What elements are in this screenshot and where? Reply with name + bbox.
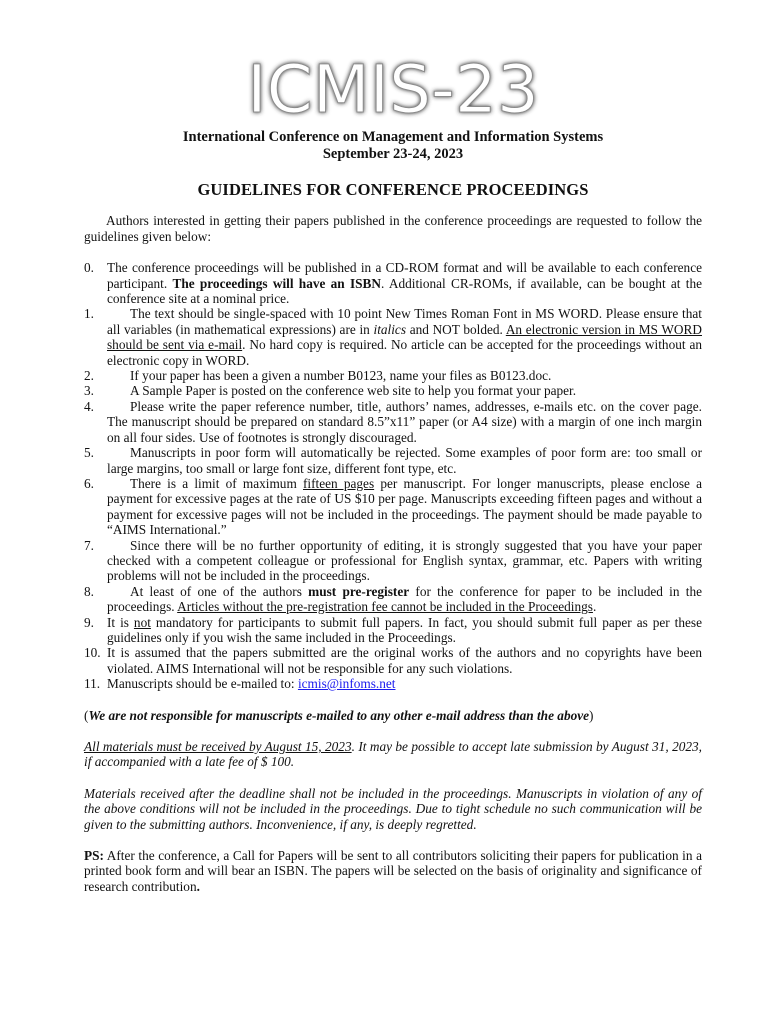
conference-logo — [243, 52, 543, 130]
item-number: 3. — [84, 383, 94, 399]
item-text: mandatory for participants to submit full papers. In fact, you should submit full paper as per these guidelines only if you wish the same included in the Proceedings. — [107, 614, 702, 645]
list-item — [84, 368, 702, 383]
item-text: A Sample Paper is posted on the conference web site to help you format your paper. — [130, 383, 577, 399]
item-text: Please write the paper reference number, title, authors’ names, addresses, e-mails etc. on the cover page. The manuscript should be prepared on standard 8.5”x11” paper (or A4 size) with a margin of one inch margin on all four sides. Use of footnotes is strongly discouraged. — [107, 398, 702, 445]
list-item — [84, 445, 702, 476]
list-item — [84, 399, 702, 445]
disclaimer — [84, 708, 702, 723]
list-item — [84, 260, 702, 306]
list-item — [84, 383, 702, 398]
item-text-underlined: Articles without the pre-registration fee cannot be included in the Proceedings — [177, 599, 593, 615]
email-link[interactable]: icmis@infoms.net — [297, 676, 396, 692]
ps-text: After the conference, a Call for Papers will be sent to all contributors soliciting their papers for publication in a printed book form and will bear an ISBN. The papers will be selected on the basis of originality and significance of research contribution — [84, 848, 702, 894]
item-number: 1. — [84, 306, 94, 322]
document-page — [84, 52, 702, 910]
item-number: 5. — [84, 445, 94, 461]
list-item — [84, 676, 702, 691]
item-text: . — [592, 599, 597, 615]
list-item — [84, 476, 702, 538]
item-text-underlined: An electronic version in MS WORD should be sent via e-mail — [107, 321, 702, 353]
list-item — [84, 584, 702, 615]
item-text: Since there will be no further opportunity of editing, it is strongly suggested that you have your paper checked with a competent colleague or professional for English syntax, grammar, etc. Papers with writing problems will not be included in the proceedings. — [107, 537, 702, 584]
item-number: 8. — [84, 583, 94, 599]
deadline-rest: . It may be possible to accept late submission by August 31, 2023, if accompanied with a late fee of $ 100. — [84, 739, 702, 770]
item-number: 0. — [84, 260, 94, 276]
item-text-underlined: fifteen pages — [302, 475, 375, 491]
item-text: . Additional CR-ROMs, if available, can be bought at the conference site at a nominal price. — [107, 275, 702, 307]
item-text: The conference proceedings will be published in a CD-ROM format and will be available to each conference participant. — [107, 260, 702, 291]
ps-label: PS: — [84, 848, 104, 864]
late-submission-notice: Materials received after the deadline shall not be included in the proceedings. Manuscripts in violation of any of the above conditions will not be included in the proceedings. Due to tight schedule no such communication will be given to the submitting authors. Inconvenience, if any, is deeply regretted. — [84, 785, 702, 832]
item-text: . No hard copy is required. No article can be accepted for the proceedings without an electronic copy in WORD. — [107, 337, 702, 368]
item-text: and NOT bolded. — [406, 321, 506, 337]
page-title: GUIDELINES FOR CONFERENCE PROCEEDINGS — [197, 180, 589, 199]
item-number: 9. — [84, 614, 94, 630]
deadline-date: All materials must be received by August 15, 2023 — [84, 739, 352, 754]
guidelines-list — [84, 260, 702, 691]
list-item — [84, 538, 702, 584]
item-number: 11. — [84, 676, 101, 692]
item-text-bold: The proceedings will have an ISBN — [172, 275, 382, 291]
item-text: At least of one of the authors — [130, 583, 309, 599]
item-number: 4. — [84, 398, 94, 414]
item-number: 2. — [84, 368, 94, 384]
postscript — [84, 848, 702, 894]
ps-end: . — [196, 878, 200, 894]
item-number: 10. — [84, 645, 101, 661]
disclaimer-text: We are not responsible for manuscripts e-mailed to any other e-mail address than the above — [88, 707, 590, 723]
item-text: The text should be single-spaced with 10 point New Times Roman Font in MS WORD. Please ensure that all variables (in mathematical expressions) are in — [107, 306, 702, 337]
item-text: for the conference for paper to be included in the proceedings. — [107, 583, 702, 615]
disclaimer-open: ( — [84, 707, 89, 723]
item-text: Manuscripts should be e-mailed to: — [107, 676, 298, 692]
item-number: 6. — [84, 475, 94, 491]
deadline-notice — [84, 739, 702, 770]
item-text-bold: must pre-register — [308, 583, 410, 599]
list-item — [84, 645, 702, 676]
list-item — [84, 615, 702, 646]
item-text: It is assumed that the papers submitted are the original works of the authors and no copyrights have been violated. AIMS International will not be responsible for any such violations. — [107, 645, 702, 676]
item-text: There is a limit of maximum — [130, 475, 303, 491]
item-text: It is — [107, 614, 134, 630]
logo-text: ICMIS-23 — [247, 52, 539, 128]
item-text: Manuscripts in poor form will automatically be rejected. Some examples of poor form are: too small or large margins, too small or large font size, different font type, etc. — [107, 445, 702, 476]
item-text: per manuscript. For longer manuscripts, please enclose a payment for excessive pages at the rate of US $10 per page. Manuscripts exceeding fifteen pages and without a payment for excessive pages will not be included in the proceedings. The payment should be made payable to “AIMS International.” — [107, 475, 702, 538]
disclaimer-close: ) — [589, 707, 594, 723]
intro-paragraph: Authors interested in getting their papers published in the conference proceedings are requested to follow the guidelines given below: — [84, 213, 702, 244]
item-text: If your paper has been a given a number B0123, name your files as B0123.doc. — [130, 368, 552, 384]
list-item — [84, 306, 702, 368]
item-number: 7. — [84, 537, 94, 553]
conference-dates: September 23-24, 2023 — [322, 146, 464, 162]
item-text-underlined: not — [133, 614, 151, 630]
conference-name: International Conference on Management and Information Systems — [182, 129, 604, 145]
item-text-italic: italics — [373, 321, 407, 337]
